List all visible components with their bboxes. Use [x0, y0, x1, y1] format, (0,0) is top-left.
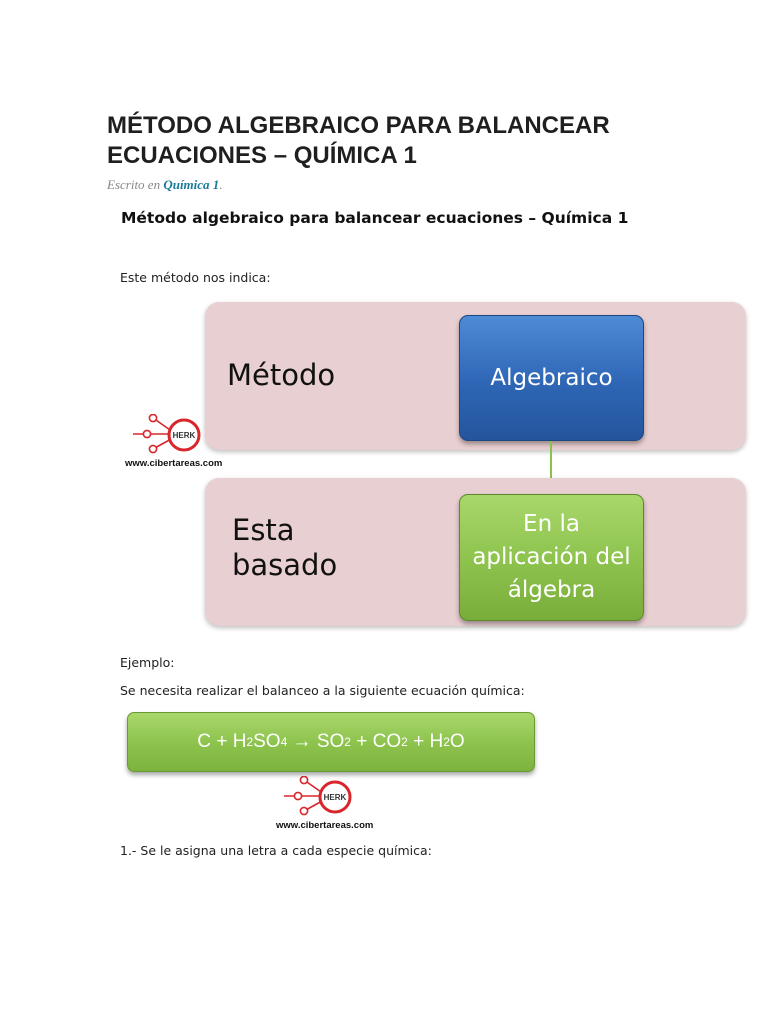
eq-water-o: O: [449, 731, 465, 752]
eq-arrow-icon: →: [292, 731, 312, 752]
eq-plus: +: [413, 731, 425, 752]
eq-sub: 2: [443, 735, 450, 749]
section-title: Método algebraico para balancear ecuaciones – Química 1: [121, 209, 629, 227]
eq-carbon-dioxide: CO: [372, 731, 402, 752]
box-line-2: aplicación del: [472, 544, 631, 570]
eq-sub: 2: [401, 735, 408, 749]
byline-suffix: .: [219, 177, 223, 192]
byline-prefix: Escrito en: [107, 177, 161, 192]
eq-sulfate: SO: [253, 731, 281, 752]
logo-badge-text: HERK: [172, 431, 196, 440]
logo-url: www.cibertareas.com: [276, 820, 374, 831]
eq-plus: +: [216, 731, 228, 752]
page-title: MÉTODO ALGEBRAICO PARA BALANCEAR ECUACIONES – QUÍMICA 1: [107, 112, 610, 169]
category-link[interactable]: Química 1: [163, 177, 220, 192]
eq-carbon: C: [197, 731, 212, 752]
label-esta-basado: [232, 513, 337, 583]
label-metodo: Método: [227, 358, 336, 392]
example-text: Se necesita realizar el balanceo a la siguiente ecuación química:: [120, 683, 525, 698]
box-line-3: álgebra: [507, 577, 596, 603]
example-label: Ejemplo:: [120, 655, 175, 670]
label-basado: basado: [232, 548, 338, 582]
eq-hydrogen: H: [232, 731, 247, 752]
herk-logo-icon: [276, 776, 366, 822]
eq-sub: 2: [344, 735, 351, 749]
eq-sulfur-dioxide: SO: [316, 731, 345, 752]
cibertareas-logo-2: [276, 776, 396, 836]
cibertareas-logo: [125, 414, 245, 474]
herk-logo-icon: [125, 414, 215, 460]
eq-sub: 4: [280, 735, 288, 749]
byline: [107, 177, 223, 193]
step-1-text: 1.- Se le asigna una letra a cada especie química:: [120, 843, 432, 858]
box-algebraico: Algebraico: [459, 315, 644, 441]
label-esta: Esta: [232, 513, 295, 547]
box-aplicacion-algebra: [459, 494, 644, 621]
logo-badge-text: HERK: [323, 793, 347, 802]
eq-sub: 2: [246, 735, 254, 749]
chemical-equation: [127, 712, 535, 772]
logo-url: www.cibertareas.com: [125, 458, 223, 469]
intro-text: Este método nos indica:: [120, 270, 271, 285]
eq-water-h: H: [429, 731, 444, 752]
box-line-1: En la: [523, 511, 580, 537]
eq-plus: +: [356, 731, 368, 752]
